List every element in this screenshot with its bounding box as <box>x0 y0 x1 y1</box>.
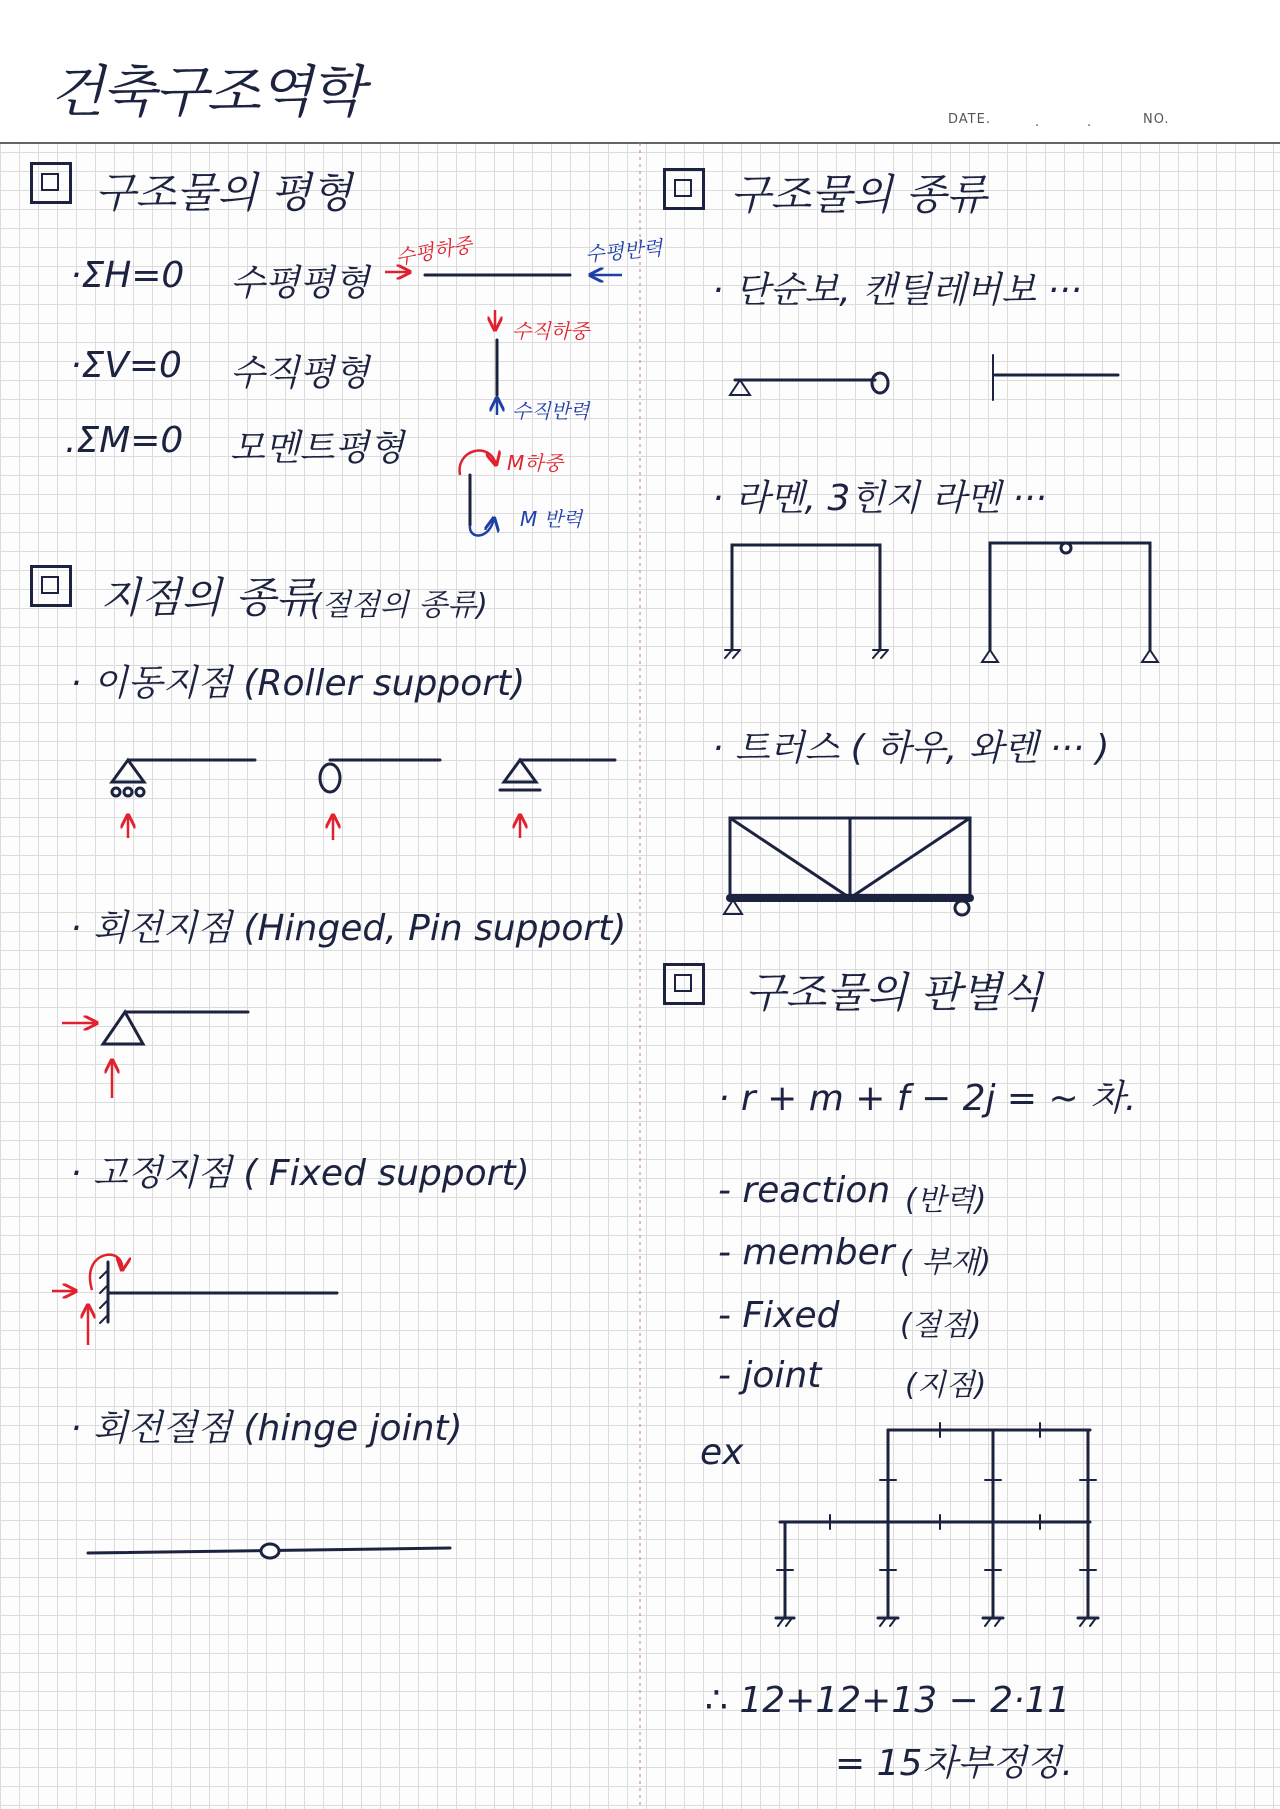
label-horizontal-equilibrium: 수평평형 <box>230 263 370 304</box>
pin-support-icon <box>103 1012 143 1044</box>
roller-circle-icon <box>124 788 132 796</box>
item-fixed-support: · 고정지점 ( Fixed support) <box>70 1153 530 1194</box>
note-horizontal-load: 수평하중 <box>393 232 475 270</box>
section-heading-types: 구조물의 종류 <box>730 170 987 219</box>
note-vertical-reaction: 수직반력 <box>512 399 590 423</box>
note-vertical-load: 수직하중 <box>512 319 590 343</box>
note-moment-reaction: M 반력 <box>520 507 583 531</box>
truss-diagonal <box>850 818 970 898</box>
page-title: 건축구조역학 <box>50 60 363 125</box>
frame-tick-mark <box>777 1423 1096 1570</box>
pin-support-icon <box>724 900 742 914</box>
note-moment-load: M하중 <box>507 451 563 475</box>
pin-support-icon <box>982 650 998 662</box>
moment-reaction-arrow <box>470 518 494 535</box>
def-meaning-fixed: (절점) <box>900 1308 982 1343</box>
item-hinge-joint: · 회전절점 (hinge joint) <box>70 1408 463 1449</box>
hinge-circle-icon <box>261 1544 279 1558</box>
formula-sum-v: ·ΣV=0 <box>70 345 182 386</box>
def-meaning-joint: (지점) <box>905 1368 987 1403</box>
def-term-member: - member <box>718 1232 895 1273</box>
def-term-reaction: - reaction <box>718 1170 891 1211</box>
date-dot: . <box>1035 115 1040 130</box>
item-frames: · 라멘, 3힌지 라멘 ··· <box>712 478 1047 519</box>
label-moment-equilibrium: 모멘트평형 <box>230 428 404 469</box>
item-truss: · 트러스 ( 하우, 와렌 ··· ) <box>712 728 1110 769</box>
def-term-joint: - joint <box>718 1355 822 1396</box>
number-label: NO. <box>1143 112 1170 127</box>
section-heading-supports: 지점의 종류 <box>100 573 317 622</box>
hinge-circle-icon <box>1061 543 1071 553</box>
note-horizontal-reaction: 수평반력 <box>584 235 664 267</box>
def-meaning-reaction: (반력) <box>905 1183 987 1218</box>
triangle-support-icon <box>504 760 536 782</box>
section-heading-equilibrium: 구조물의 평형 <box>95 168 352 217</box>
roller-circle-icon <box>320 764 340 792</box>
def-term-fixed: - Fixed <box>718 1295 840 1336</box>
formula-sum-m: .ΣM=0 <box>65 420 184 461</box>
pin-support-icon <box>1142 650 1158 662</box>
calculation: ∴ 12+12+13 − 2·11 <box>705 1680 1071 1721</box>
example-label: ex <box>700 1432 744 1473</box>
item-beams: · 단순보, 캔틸레버보 ··· <box>712 270 1082 311</box>
section-heading-determinacy: 구조물의 판별식 <box>745 968 1043 1017</box>
label-vertical-equilibrium: 수직평형 <box>230 353 370 394</box>
item-hinged-support: · 회전지점 (Hinged, Pin support) <box>70 908 627 949</box>
item-roller-support: · 이동지점 (Roller support) <box>70 663 526 704</box>
date-dot: . <box>1087 115 1092 130</box>
section-heading-note: (절점의 종류) <box>310 588 488 623</box>
rigid-frame <box>732 545 880 650</box>
fixed-hatch-icon <box>778 1618 1096 1626</box>
roller-circle-icon <box>136 788 144 796</box>
calculation-result: = 15차부정정. <box>835 1743 1073 1784</box>
pin-support-icon <box>730 380 750 395</box>
formula-sum-h: ·ΣH=0 <box>70 255 185 296</box>
roller-circle-icon <box>955 901 969 915</box>
def-meaning-member: ( 부재) <box>900 1245 991 1280</box>
moment-load-arrow <box>460 451 496 475</box>
date-label: DATE. <box>948 112 991 127</box>
truss-diagonal <box>730 818 850 898</box>
roller-circle-icon <box>872 373 888 393</box>
three-hinge-frame <box>990 543 1150 650</box>
roller-circle-icon <box>112 788 120 796</box>
determinacy-formula: · r + m + f − 2j = ~ 차. <box>718 1078 1137 1119</box>
triangle-support-icon <box>112 760 144 782</box>
